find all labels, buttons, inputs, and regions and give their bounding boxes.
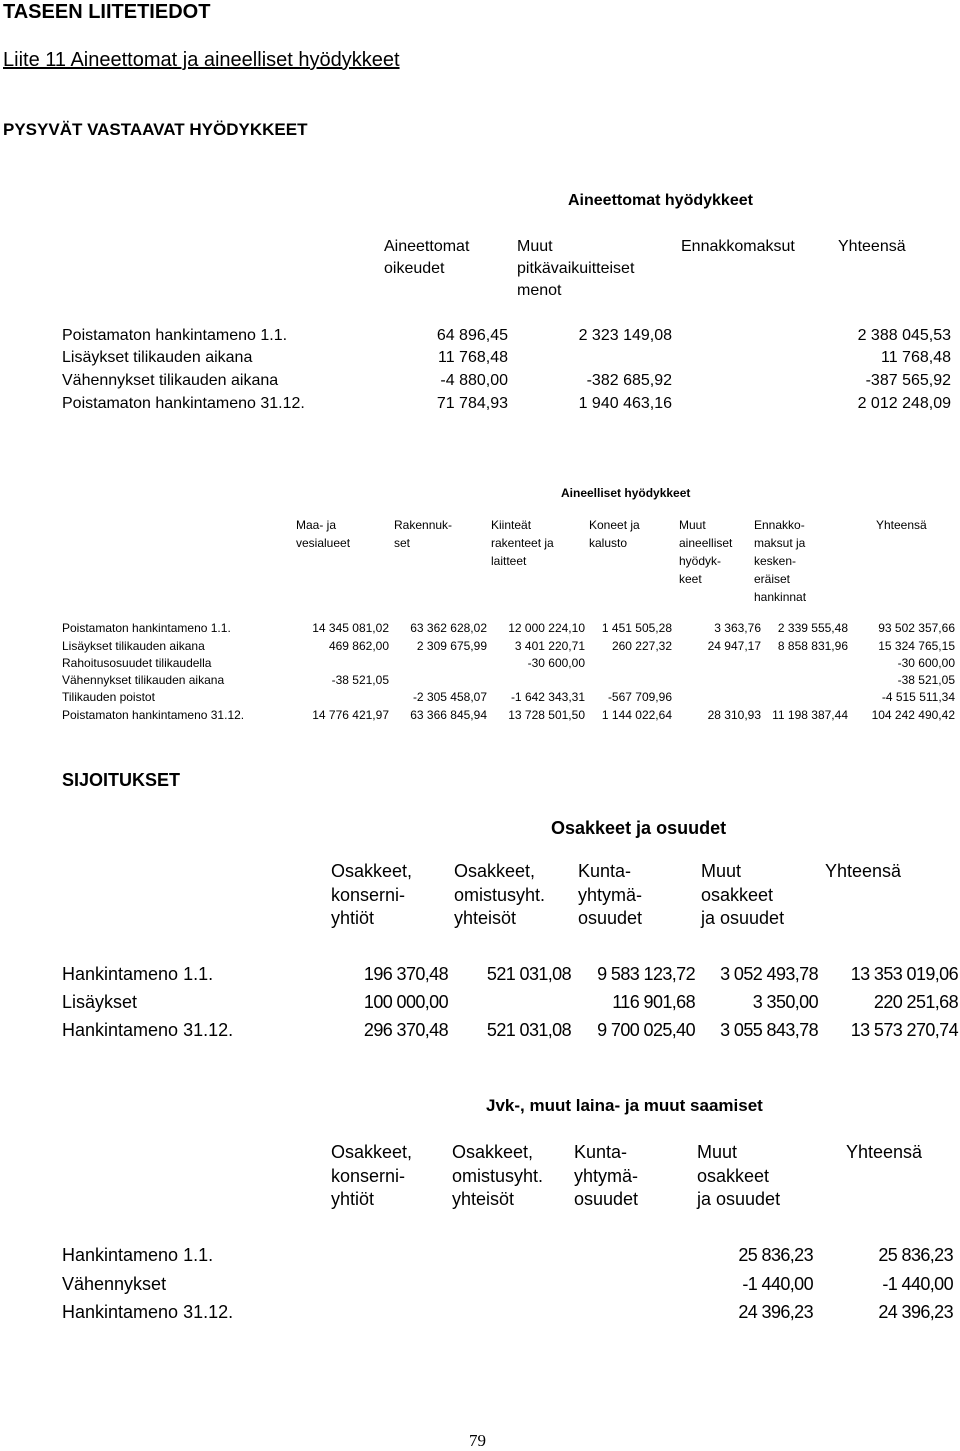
shares-title: Osakkeet ja osuudet xyxy=(551,818,727,838)
header-line: set xyxy=(394,536,411,550)
cell: -1 440,00 xyxy=(742,1274,813,1294)
header-line: hankinnat xyxy=(754,590,807,604)
header-line: Kunta- xyxy=(578,861,632,881)
shares-col-header xyxy=(331,860,412,931)
cell: -567 709,96 xyxy=(607,690,672,704)
cell: 104 242 490,42 xyxy=(871,708,955,722)
loans-col-header xyxy=(331,1141,412,1212)
header-line: osakkeet xyxy=(697,1165,770,1186)
header-line: Ennakkomaksut xyxy=(681,238,795,255)
row-label: Poistamaton hankintameno 1.1. xyxy=(62,327,288,344)
intangible-title: Aineettomat hyödykkeet xyxy=(568,192,753,209)
intangible-col-header xyxy=(681,236,795,258)
header-line: menot xyxy=(517,282,562,299)
cell: 9 583 123,72 xyxy=(597,964,695,984)
tangible-col-header xyxy=(679,516,732,588)
tangible-title: Aineelliset hyödykkeet xyxy=(561,486,691,500)
header-line: ja osuudet xyxy=(697,1189,781,1209)
row-label: Lisäykset tilikauden aikana xyxy=(62,349,253,366)
cell: 260 227,32 xyxy=(611,639,672,653)
row-label: Vähennykset xyxy=(62,1274,167,1294)
cell: 9 700 025,40 xyxy=(597,1020,695,1040)
header-line: pitkävaikuitteiset xyxy=(517,260,635,277)
loans-col-header xyxy=(452,1141,543,1212)
cell: 11 768,48 xyxy=(881,349,951,366)
intangible-col-header xyxy=(384,236,469,280)
header-line: laitteet xyxy=(491,554,527,568)
header-line: osuudet xyxy=(574,1189,639,1209)
cell: 25 836,23 xyxy=(738,1245,813,1265)
row-label: Hankintameno 31.12. xyxy=(62,1302,234,1322)
header-line: yhtymä- xyxy=(574,1165,639,1186)
tangible-col-header xyxy=(589,516,640,552)
cell: 28 310,93 xyxy=(707,708,761,722)
header-line: yhtymä- xyxy=(578,884,643,905)
cell: 469 862,00 xyxy=(328,639,389,653)
row-label: Tilikauden poistot xyxy=(62,690,155,704)
shares-col-header xyxy=(454,860,545,931)
header-line: konserni- xyxy=(331,1165,406,1186)
intangible-col-header xyxy=(838,236,906,258)
cell: -382 685,92 xyxy=(586,372,672,389)
header-line: yhtiöt xyxy=(331,1189,375,1209)
shares-col-header xyxy=(578,860,642,931)
header-line: Kiinteät xyxy=(491,518,532,532)
header-line: oikeudet xyxy=(384,260,445,277)
header-line: Muut xyxy=(701,861,742,881)
cell: 521 031,08 xyxy=(486,1020,571,1040)
row-label: Vähennykset tilikauden aikana xyxy=(62,673,225,687)
cell: 63 366 845,94 xyxy=(410,708,487,722)
page-title: TASEEN LIITETIEDOT xyxy=(3,1,211,23)
header-line: eräiset xyxy=(754,572,791,586)
page-subtitle: Liite 11 Aineettomat ja aineelliset hyödykkeet xyxy=(3,49,400,71)
header-line: Kunta- xyxy=(574,1142,628,1162)
cell: 11 198 387,44 xyxy=(772,708,848,722)
header-line: Koneet ja xyxy=(589,518,640,532)
cell: 3 401 220,71 xyxy=(514,639,585,653)
cell: 24 947,17 xyxy=(707,639,761,653)
tangible-col-header xyxy=(491,516,554,570)
header-line: hyödyk- xyxy=(679,554,722,568)
cell: 296 370,48 xyxy=(363,1020,448,1040)
cell: -2 305 458,07 xyxy=(412,690,487,704)
cell: 196 370,48 xyxy=(363,964,448,984)
cell: 2 388 045,53 xyxy=(857,327,951,344)
row-label: Poistamaton hankintameno 31.12. xyxy=(62,395,305,412)
header-line: vesialueet xyxy=(296,536,351,550)
cell: -38 521,05 xyxy=(331,673,389,687)
cell: 71 784,93 xyxy=(436,395,508,412)
row-label: Vähennykset tilikauden aikana xyxy=(62,372,279,389)
header-line: Yhteensä xyxy=(876,518,927,532)
cell: 15 324 765,15 xyxy=(878,639,955,653)
cell: 2 339 555,48 xyxy=(777,621,848,635)
header-line: Osakkeet, xyxy=(331,1142,413,1162)
cell: 64 896,45 xyxy=(436,327,508,344)
cell: 521 031,08 xyxy=(486,964,571,984)
row-label: Hankintameno 1.1. xyxy=(62,964,214,984)
row-label: Poistamaton hankintameno 1.1. xyxy=(62,621,231,635)
header-line: Muut xyxy=(697,1142,738,1162)
cell: 116 901,68 xyxy=(612,992,695,1012)
header-line: Maa- ja xyxy=(296,518,337,532)
cell: 25 836,23 xyxy=(878,1245,953,1265)
cell: -4 880,00 xyxy=(440,372,508,389)
loans-title: Jvk-, muut laina- ja muut saamiset xyxy=(486,1096,763,1115)
cell: 2 323 149,08 xyxy=(578,327,672,344)
cell: -1 440,00 xyxy=(882,1274,953,1294)
header-line: Yhteensä xyxy=(846,1142,923,1162)
cell: 8 858 831,96 xyxy=(777,639,848,653)
header-line: Osakkeet, xyxy=(452,1142,534,1162)
header-line: keet xyxy=(679,572,702,586)
row-label: Poistamaton hankintameno 31.12. xyxy=(62,708,245,722)
header-line: kesken- xyxy=(754,554,797,568)
header-line: kalusto xyxy=(589,536,628,550)
header-line: Rakennuk- xyxy=(394,518,453,532)
shares-col-header xyxy=(701,860,784,931)
tangible-col-header xyxy=(876,516,927,534)
header-line: osakkeet xyxy=(701,884,774,905)
cell: 3 363,76 xyxy=(714,621,761,635)
page-number: 79 xyxy=(469,1431,486,1450)
cell: 24 396,23 xyxy=(738,1302,813,1322)
cell: 12 000 224,10 xyxy=(508,621,585,635)
cell: 1 144 022,64 xyxy=(601,708,672,722)
loans-col-header xyxy=(574,1141,638,1212)
header-line: yhteisöt xyxy=(452,1189,515,1209)
cell: -4 515 511,34 xyxy=(881,690,955,704)
header-line: Aineettomat xyxy=(384,238,470,255)
section-heading: PYSYVÄT VASTAAVAT HYÖDYKKEET xyxy=(3,120,308,139)
cell: 13 573 270,74 xyxy=(850,1020,958,1040)
header-line: omistusyht. xyxy=(454,884,546,905)
header-line: Osakkeet, xyxy=(331,861,413,881)
header-line: maksut ja xyxy=(754,536,806,550)
loans-col-header xyxy=(846,1141,922,1165)
cell: 14 776 421,97 xyxy=(312,708,389,722)
header-line: konserni- xyxy=(331,884,406,905)
cell: 2 309 675,99 xyxy=(416,639,487,653)
cell: -30 600,00 xyxy=(897,656,955,670)
tangible-col-header xyxy=(296,516,350,552)
header-line: osuudet xyxy=(578,908,643,928)
shares-col-header xyxy=(825,860,901,884)
header-line: yhtiöt xyxy=(331,908,375,928)
cell: 3 055 843,78 xyxy=(720,1020,818,1040)
header-line: Muut xyxy=(679,518,706,532)
cell: 1 451 505,28 xyxy=(601,621,672,635)
cell: 63 362 628,02 xyxy=(410,621,487,635)
header-line: Ennakko- xyxy=(754,518,805,532)
cell: 220 251,68 xyxy=(873,992,958,1012)
header-line: ja osuudet xyxy=(701,908,785,928)
cell: 13 353 019,06 xyxy=(850,964,958,984)
header-line: aineelliset xyxy=(679,536,733,550)
cell: -387 565,92 xyxy=(865,372,951,389)
header-line: Yhteensä xyxy=(825,861,902,881)
header-line: yhteisöt xyxy=(454,908,517,928)
row-label: Hankintameno 31.12. xyxy=(62,1020,234,1040)
header-line: omistusyht. xyxy=(452,1165,544,1186)
row-label: Rahoitusosuudet tilikaudella xyxy=(62,656,212,670)
header-line: rakenteet ja xyxy=(491,536,554,550)
intangible-col-header xyxy=(517,236,634,302)
row-label: Lisäykset xyxy=(62,992,138,1012)
cell: 2 012 248,09 xyxy=(857,395,951,412)
cell: -1 642 343,31 xyxy=(510,690,585,704)
row-label: Hankintameno 1.1. xyxy=(62,1245,214,1265)
cell: 1 940 463,16 xyxy=(578,395,672,412)
tangible-col-header xyxy=(394,516,452,552)
cell: 3 052 493,78 xyxy=(720,964,818,984)
cell: 11 768,48 xyxy=(438,349,508,366)
cell: 13 728 501,50 xyxy=(508,708,585,722)
loans-col-header xyxy=(697,1141,780,1212)
investments-heading: SIJOITUKSET xyxy=(62,770,181,790)
tangible-col-header xyxy=(754,516,806,606)
row-label: Lisäykset tilikauden aikana xyxy=(62,639,205,653)
header-line: Yhteensä xyxy=(838,238,906,255)
cell: -30 600,00 xyxy=(527,656,585,670)
cell: 93 502 357,66 xyxy=(878,621,955,635)
cell: 14 345 081,02 xyxy=(312,621,389,635)
header-line: Osakkeet, xyxy=(454,861,536,881)
cell: 3 350,00 xyxy=(752,992,818,1012)
cell: -38 521,05 xyxy=(897,673,955,687)
header-line: Muut xyxy=(517,238,553,255)
cell: 24 396,23 xyxy=(878,1302,953,1322)
cell: 100 000,00 xyxy=(363,992,448,1012)
